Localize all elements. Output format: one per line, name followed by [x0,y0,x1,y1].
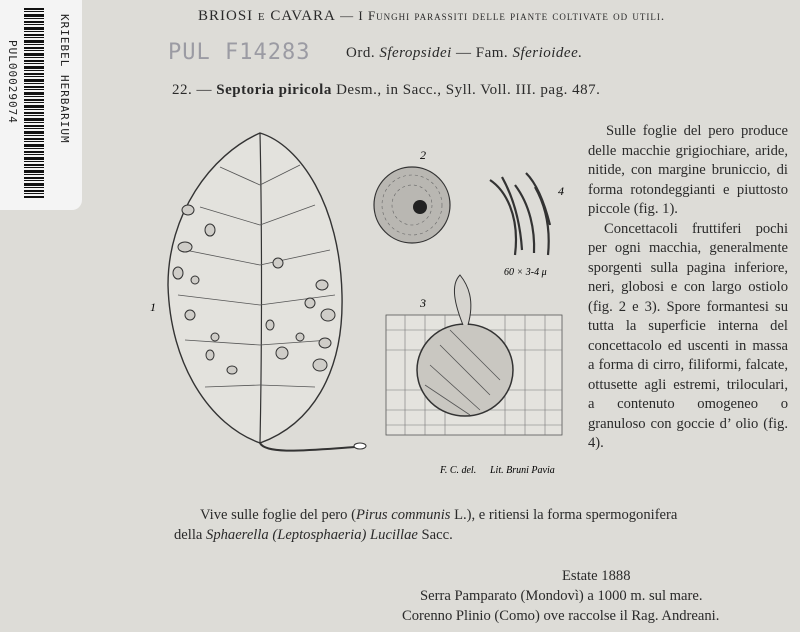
subgenus-name: (Leptosphaeria) [268,527,371,543]
section-drawing [386,275,562,435]
fam-label: — Fam. [456,45,509,61]
spores-drawing [490,173,550,255]
fig2-label: 2 [420,148,426,162]
herbarium-name: KRIEBEL HERBARIUM [58,14,71,144]
credit-right: Lit. Bruni Pavia [490,465,555,476]
page-header [198,8,665,25]
description-para-1: Sulle foglie del pero produce delle macchie grigiochiare, aride, nitide, con margine bruniccio, di forma rotondeggianti e piuttosto piccole (fig. 1). [588,123,788,217]
series-title: — I Funghi parassiti delle piante coltivate od utili. [340,8,666,23]
species-authority: Desm., in Sacc., Syll. Voll. III. pag. 487. [336,82,601,98]
authors: BRIOSI e CAVARA [198,8,336,24]
species-heading [172,82,600,99]
habitat-text: Sacc. [417,527,453,543]
species-name: Septoria piricola [216,82,332,98]
leaf-drawing [168,133,366,451]
catalog-number: PUL00029074 [6,40,19,124]
fig3-label: 3 [420,296,426,310]
habitat-text: della [174,527,207,543]
collection-locality-1: Serra Pamparato (Mondovì) a 1000 m. sul mare. [420,588,703,604]
host-name: Pirus communis [355,507,451,523]
genus-name: Sphaerella [206,527,269,543]
habitat-line-1 [200,505,790,525]
ord-label: Ord. [346,45,376,61]
description-para-2: Concettacoli fruttiferi pochi per ogni macchia, generalmente sporgenti sulla pagina inferiore, neri, globosi e con largo ostiolo (fig. 2 e 3). Spore formantesi su tutta la superficie interna del concettacolo ed uscenti in massa a forma di cirro, filiformi, falcate, ottusette agli estremi, triloculari, a contenuto omogeneo o granuloso con goccie d’ olio (fig. 4). [588,220,788,451]
collection-locality-2: Corenno Plinio (Como) ove raccolse il Rag. Andreani. [402,608,720,624]
collection-season: Estate 1888 [562,568,631,584]
fig1-label: 1 [150,300,156,314]
habitat-text: L.), e ritiensi la forma spermogonifera [450,507,678,523]
habitat-line-2 [174,525,453,545]
fig4-label: 4 [558,184,564,198]
description [588,122,788,454]
plate-illustration [150,125,580,485]
classification [346,45,583,62]
species-number: 22. — [172,82,212,98]
family-name: Sferioidee. [512,45,583,61]
handwritten-number: PUL F14283 [168,40,311,65]
spore-size: 60 × 3-4 μ [504,267,547,278]
credit-left: F. C. del. [440,465,477,476]
order-name: Sferopsidei [379,45,452,61]
habitat-text: Vive sulle foglie del pero ( [200,507,356,523]
epithet-name: Lucillae [370,527,418,543]
barcode [24,8,44,198]
pycnidium-drawing [374,167,450,243]
